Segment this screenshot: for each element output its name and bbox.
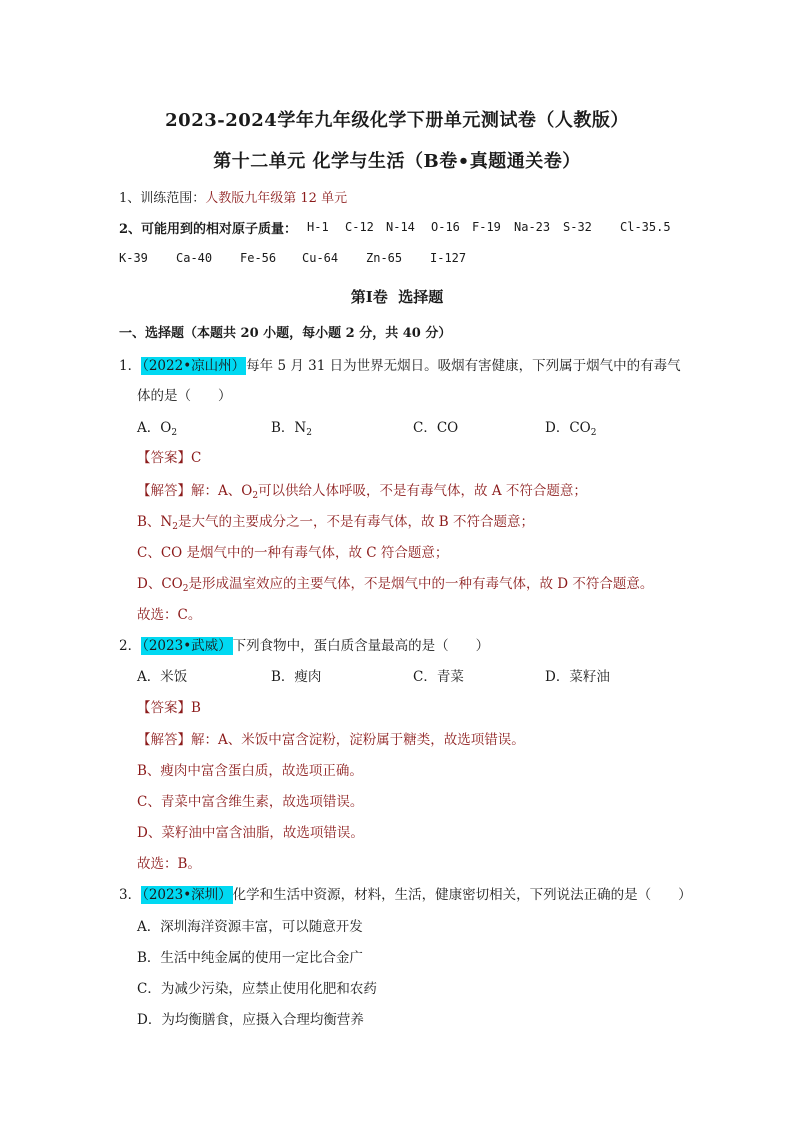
q3-option-a: A．深圳海洋资源丰富，可以随意开发 bbox=[137, 919, 363, 935]
scope-value: 人教版九年级第 12 单元 bbox=[205, 191, 348, 206]
scope-label: 1、训练范围： bbox=[119, 191, 206, 206]
subscript: 2 bbox=[182, 584, 189, 594]
question-number: 3． bbox=[119, 887, 142, 903]
answer-value: C bbox=[191, 450, 202, 466]
analysis-text: 是大气的主要成分之一，不是有毒气体，故 B 不符合题意； bbox=[177, 514, 534, 530]
mass-c: C-12 bbox=[345, 220, 374, 234]
q1-analysis-line-2 bbox=[137, 510, 534, 530]
mass-f: F-19 bbox=[472, 220, 501, 234]
mass-cu: Cu-64 bbox=[302, 251, 339, 265]
page-title: 2023-2024学年九年级化学下册单元测试卷（人教版） bbox=[165, 110, 629, 131]
option-text: D．CO bbox=[545, 420, 591, 436]
training-scope bbox=[119, 187, 347, 206]
analysis-text: D、CO bbox=[137, 576, 183, 592]
q2-option-d: D．菜籽油 bbox=[545, 669, 610, 685]
q1-option-c: C．CO bbox=[413, 420, 459, 436]
mass-fe: Fe-56 bbox=[240, 251, 277, 265]
question-1-stem-cont: 体的是（ ） bbox=[137, 388, 232, 404]
q1-option-b bbox=[271, 416, 312, 436]
q3-option-d: D．为均衡膳食，应摄入合理均衡营养 bbox=[137, 1012, 364, 1028]
q3-option-b: B．生活中纯金属的使用一定比合金广 bbox=[137, 950, 363, 966]
answer-label: 【答案】 bbox=[137, 700, 191, 716]
analysis-text: 解：A、米饭中富含淀粉，淀粉属于糖类，故选项错误。 bbox=[191, 732, 525, 748]
option-text: B．N bbox=[271, 420, 307, 436]
analysis-label: 【解答】 bbox=[137, 483, 191, 499]
analysis-text: B、N bbox=[137, 514, 173, 530]
mass-na: Na-23 bbox=[514, 220, 551, 234]
mass-n: N-14 bbox=[386, 220, 415, 234]
mass-h: H-1 bbox=[307, 220, 329, 234]
answer-value: B bbox=[191, 700, 201, 716]
q2-analysis-line-2: B、瘦肉中富含蛋白质，故选项正确。 bbox=[137, 763, 363, 779]
section-title: 第Ⅰ卷 选择题 bbox=[350, 288, 444, 306]
question-3-stem bbox=[119, 883, 692, 903]
q2-analysis-line-4: D、菜籽油中富含油脂，故选项错误。 bbox=[137, 825, 364, 841]
source-tag: （2022•凉山州） bbox=[142, 358, 246, 374]
mass-i: I-127 bbox=[430, 251, 467, 265]
q1-option-a bbox=[137, 416, 177, 436]
subscript: 2 bbox=[172, 522, 178, 532]
subscript: 2 bbox=[306, 428, 312, 438]
q1-analysis-line-3: C、CO 是烟气中的一种有毒气体，故 C 符合题意； bbox=[137, 545, 449, 561]
mass-k: K-39 bbox=[119, 251, 148, 265]
q1-option-d bbox=[545, 416, 596, 436]
q2-analysis-line-3: C、青菜中富含维生素，故选项错误。 bbox=[137, 794, 364, 810]
source-tag: （2023•深圳） bbox=[142, 887, 232, 903]
q2-option-a: A．米饭 bbox=[137, 669, 188, 685]
q1-answer bbox=[137, 446, 201, 466]
mass-cl: Cl-35.5 bbox=[620, 220, 671, 234]
mass-ca: Ca-40 bbox=[176, 251, 213, 265]
q2-option-b: B．瘦肉 bbox=[271, 669, 322, 685]
mass-zn: Zn-65 bbox=[366, 251, 403, 265]
atomic-mass-label: 2、可能用到的相对原子质量： bbox=[119, 222, 298, 237]
subscript: 2 bbox=[171, 428, 178, 438]
q2-answer bbox=[137, 696, 201, 716]
page-subtitle: 第十二单元 化学与生活（B卷•真题通关卷） bbox=[213, 151, 581, 172]
q2-option-c: C．青菜 bbox=[413, 669, 464, 685]
stem-text: 每年 5 月 31 日为世界无烟日。吸烟有害健康，下列属于烟气中的有毒气 bbox=[246, 358, 681, 374]
mass-o: O-16 bbox=[431, 220, 460, 234]
stem-text: 化学和生活中资源，材料，生活，健康密切相关，下列说法正确的是（ ） bbox=[232, 887, 692, 903]
q1-choose: 故选：C。 bbox=[137, 607, 202, 623]
q2-choose: 故选：B。 bbox=[137, 856, 201, 872]
question-number: 2． bbox=[119, 638, 142, 654]
question-2-stem bbox=[119, 634, 489, 654]
mass-s: S-32 bbox=[563, 220, 592, 234]
analysis-text: 是形成温室效应的主要气体，不是烟气中的一种有毒气体，故 D 不符合题意。 bbox=[188, 576, 654, 592]
subscript: 2 bbox=[590, 428, 597, 438]
q2-analysis-line-1 bbox=[137, 728, 525, 748]
answer-label: 【答案】 bbox=[137, 450, 191, 466]
stem-text: 下列食物中，蛋白质含量最高的是（ ） bbox=[232, 638, 490, 654]
q1-analysis-line-4 bbox=[137, 572, 653, 592]
analysis-text: 可以供给人体呼吸，不是有毒气体，故 A 不符合题意； bbox=[258, 483, 587, 499]
q1-analysis-line-1 bbox=[137, 479, 587, 499]
q3-option-c: C．为减少污染，应禁止使用化肥和农药 bbox=[137, 981, 377, 997]
analysis-text: 解：A、O bbox=[191, 483, 253, 499]
subscript: 2 bbox=[252, 491, 259, 501]
source-tag: （2023•武威） bbox=[142, 638, 232, 654]
question-number: 1． bbox=[119, 358, 142, 374]
analysis-label: 【解答】 bbox=[137, 732, 191, 748]
question-1-stem bbox=[119, 354, 681, 374]
option-text: A．O bbox=[137, 420, 172, 436]
part-heading: 一、选择题（本题共 20 小题，每小题 2 分，共 40 分） bbox=[119, 326, 452, 341]
